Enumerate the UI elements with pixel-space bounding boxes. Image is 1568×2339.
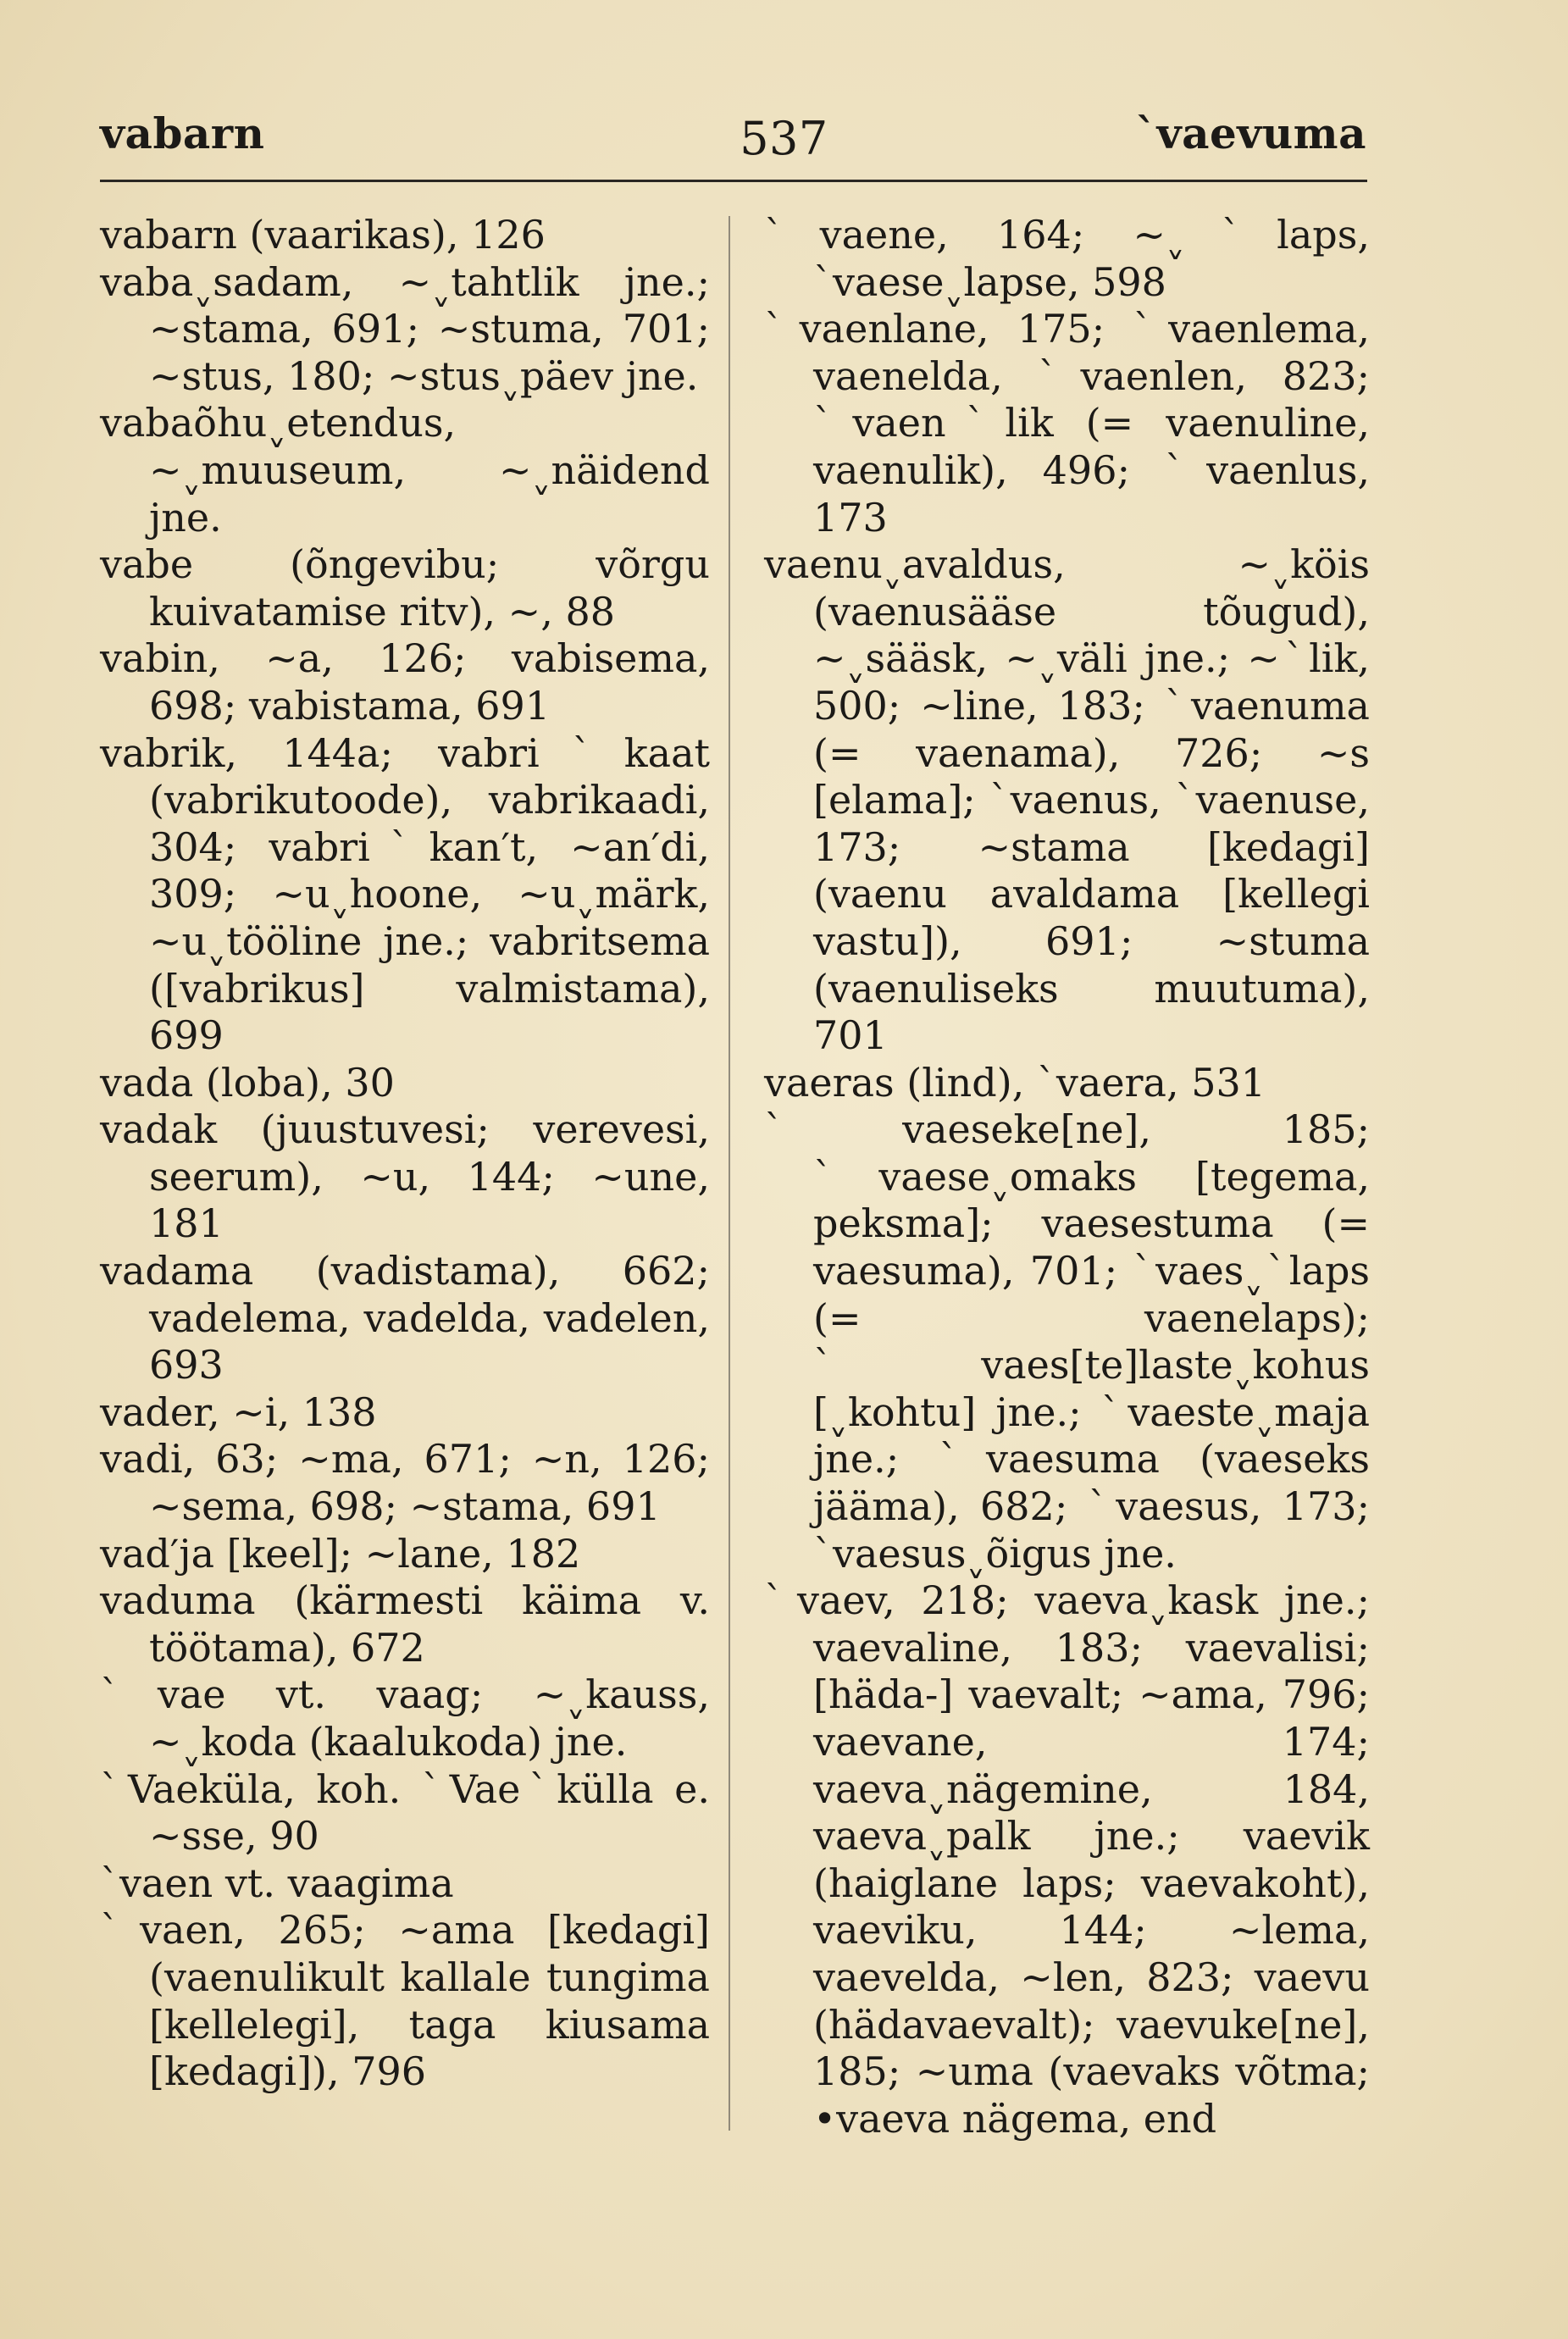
dictionary-entry: vadi, 63; ~ma, 671; ~n, 126; ~sema, 698; ~stama, 691 bbox=[100, 1436, 710, 1530]
dictionary-entry: vader, ~i, 138 bbox=[100, 1388, 377, 1435]
dictionary-entry: ˋVaeküla, koh. ˋVaeˋkülla e. ~sse, 90 bbox=[100, 1765, 710, 1860]
dictionary-entry: vabaˬsadam, ~ˬtahtlik jne.; ~stama, 691; ~stuma, 701; ~stus, 180; ~stusˬpäev jne. bbox=[100, 258, 710, 399]
dictionary-entry: vaduma (kärmesti käima v. töötama), 672 bbox=[100, 1577, 710, 1671]
page-number: 537 bbox=[740, 112, 828, 165]
dictionary-entry: vadama (vadistama), 662; vadelema, vadelda, vadelen, 693 bbox=[100, 1248, 710, 1388]
column-divider bbox=[729, 216, 730, 2131]
dictionary-entry: ˋvaenlane, 175; ˋvaenlema, vaenelda, ˋvaenlen, 823; ˋvaenˋlik (= vaenuline, vaenulik), 496; ˋvaenlus, 173 bbox=[764, 306, 1370, 540]
dictionary-entry: ˋvaen vt. vaagima bbox=[100, 1860, 454, 1906]
left-column bbox=[100, 212, 710, 2096]
right-column bbox=[764, 212, 1370, 2142]
dictionary-entry: ˋvaen, 265; ~ama [kedagi] (vaenulikult kallale tungima [kellelegi], taga kiusama [kedagi]), 796 bbox=[100, 1907, 710, 2095]
dictionary-entry: vada (loba), 30 bbox=[100, 1059, 395, 1106]
dictionary-entry: vabe (õngevibu; võrgu kuivatamise ritv), ~, 88 bbox=[100, 541, 710, 635]
dictionary-entry: vabrik, 144a; vabriˋkaat (vabrikutoode), vabrikaadi, 304; vabriˋkan′t, ~an′di, 309; ~uˬhoone, ~uˬmärk, ~uˬtööline jne.; vabritsema ([vabrikus] valmistama), 699 bbox=[100, 729, 710, 1059]
dictionary-entry: vadak (juustuvesi; verevesi, seerum), ~u, 144; ~une, 181 bbox=[100, 1106, 710, 1247]
dictionary-entry: vabaõhuˬetendus, ~ˬmuuseum, ~ˬnäidend jne. bbox=[100, 400, 710, 540]
dictionary-entry: ˋvaene, 164; ~ˬˋlaps, ˋvaeseˬlapse, 598 bbox=[764, 212, 1370, 305]
dictionary-entry: vaenuˬavaldus, ~ˬköis (vaenusääse tõugud), ~ˬsääsk, ~ˬväli jne.; ~ˋlik, 500; ~line, 183; ˋvaenuma (= vaenama), 726; ~s [elama]; ˋvaenus, ˋvaenuse, 173; ~stama [kedagi] (vaenu avaldama [kellegi vastu]), 691; ~stuma (vaenuliseks muutuma), 701 bbox=[764, 541, 1370, 1059]
dictionary-entry: ˋvaeseke[ne], 185; ˋvaeseˬomaks [tegema, peksma]; vaesestuma (= vaesuma), 701; ˋvaesˬˋlaps (= vaenelaps); ˋvaes[te]lasteˬkohus [ˬkohtu] jne.; ˋvaesteˬmaja jne.; ˋvaesuma (vaeseks jääma), 682; ˋvaesus, 173; ˋvaesusˬõigus jne. bbox=[764, 1106, 1370, 1577]
dictionary-entry: ˋvaev, 218; vaevaˬkask jne.; vaevaline, 183; vaevalisi; [häda-] vaevalt; ~ama, 796; vaevane, 174; vaevaˬnägemine, 184, vaevaˬpalk jne.; vaevik (haiglane laps; vaevakoht), vaeviku, 144; ~lema, vaevelda, ~len, 823; vaevu (hädavaevalt); vaevuke[ne], 185; ~uma (vaevaks võtma; •vaeva nägema, end bbox=[764, 1577, 1370, 2142]
dictionary-entry: vad′ja [keel]; ~lane, 182 bbox=[100, 1530, 581, 1577]
dictionary-entry: vaeras (lind), ˋvaera, 531 bbox=[764, 1059, 1266, 1106]
dictionary-entry: vabarn (vaarikas), 126 bbox=[100, 212, 546, 258]
dictionary-entry: ˋvae vt. vaag; ~ˬkauss, ~ˬkoda (kaalukoda) jne. bbox=[100, 1671, 710, 1765]
running-head-left: vabarn bbox=[100, 108, 265, 158]
dictionary-entry: vabin, ~a, 126; vabisema, 698; vabistama, 691 bbox=[100, 635, 710, 729]
header-rule bbox=[100, 180, 1367, 182]
running-head-right: ˋvaevuma bbox=[1135, 108, 1366, 158]
